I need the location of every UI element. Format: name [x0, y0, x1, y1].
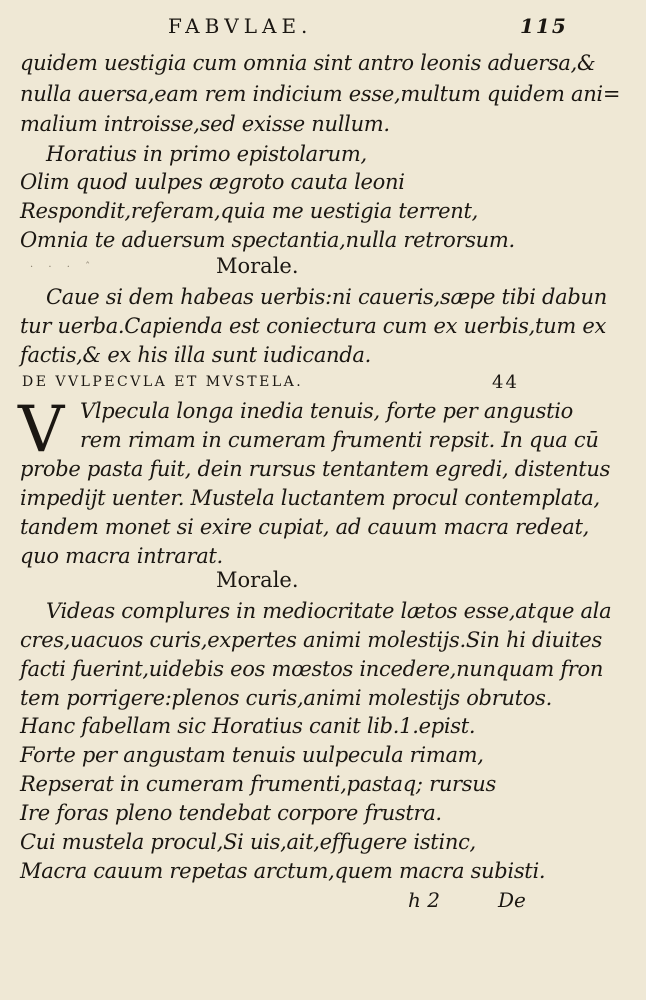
- text-line: Videas complures in mediocritate lætos esse,atque ala: [46, 599, 612, 623]
- verse-line: Omnia te aduersum spectantia,nulla retrorsum.: [20, 228, 515, 252]
- text-line: rem rimam in cumeram frumenti repsit. In qua cū: [80, 428, 599, 452]
- drop-cap: V: [18, 393, 65, 467]
- verse-line: Macra cauum repetas arctum,quem macra subisti.: [20, 859, 546, 883]
- verse-line: Respondit,referam,quia me uestigia terrent,: [20, 199, 478, 223]
- verse-line: Forte per angustam tenuis uulpecula rimam,: [20, 743, 484, 767]
- text-line: probe pasta fuit, dein rursus tentantem egredi, distentus: [20, 457, 611, 481]
- morale-heading: Morale.: [216, 254, 299, 278]
- catchword: De: [498, 888, 526, 912]
- fable-number: 44: [492, 372, 519, 393]
- running-head: FABVLAE.: [168, 14, 313, 38]
- page-number: 115: [520, 14, 568, 38]
- text-line: tem porrigere:plenos curis,animi molestijs obrutos.: [20, 686, 552, 710]
- verse-line: Ire foras pleno tendebat corpore frustra.: [20, 801, 442, 825]
- text-line: factis,& ex his illa sunt iudicanda.: [20, 343, 371, 367]
- ink-specks: · · · ˆ: [30, 262, 97, 273]
- text-line: quo macra intrarat.: [20, 544, 223, 568]
- text-line: impedijt uenter. Mustela luctantem procul contemplata,: [20, 486, 600, 510]
- signature-mark: h 2: [408, 888, 440, 912]
- text-line: cres,uacuos curis,expertes animi molestijs.Sin hi diuites: [20, 628, 602, 652]
- section-title: DE VVLPECVLA ET MVSTELA.: [22, 374, 304, 390]
- text-line: Vlpecula longa inedia tenuis, forte per angustio: [80, 399, 574, 423]
- text-line: malium introisse,sed exisse nullum.: [20, 112, 390, 136]
- morale-heading: Morale.: [216, 568, 299, 592]
- text-line: Hanc fabellam sic Horatius canit lib.1.epist.: [20, 714, 476, 738]
- text-line: Caue si dem habeas uerbis:ni caueris,sæpe tibi dabun: [46, 285, 607, 309]
- verse-line: Olim quod uulpes ægroto cauta leoni: [20, 170, 405, 194]
- quote-intro: Horatius in primo epistolarum,: [46, 142, 367, 166]
- verse-line: Cui mustela procul,Si uis,ait,effugere istinc,: [20, 830, 476, 854]
- text-line: quidem uestigia cum omnia sint antro leonis aduersa,&: [20, 51, 596, 75]
- verse-line: Repserat in cumeram frumenti,pastaq; rursus: [20, 772, 496, 796]
- text-line: tandem monet si exire cupiat, ad cauum macra redeat,: [20, 515, 589, 539]
- text-line: facti fuerint,uidebis eos mœstos incedere,nunquam fron: [20, 657, 604, 681]
- text-line: tur uerba.Capienda est coniectura cum ex uerbis,tum ex: [20, 314, 607, 338]
- text-line: nulla auersa,eam rem indicium esse,multum quidem ani=: [20, 82, 621, 106]
